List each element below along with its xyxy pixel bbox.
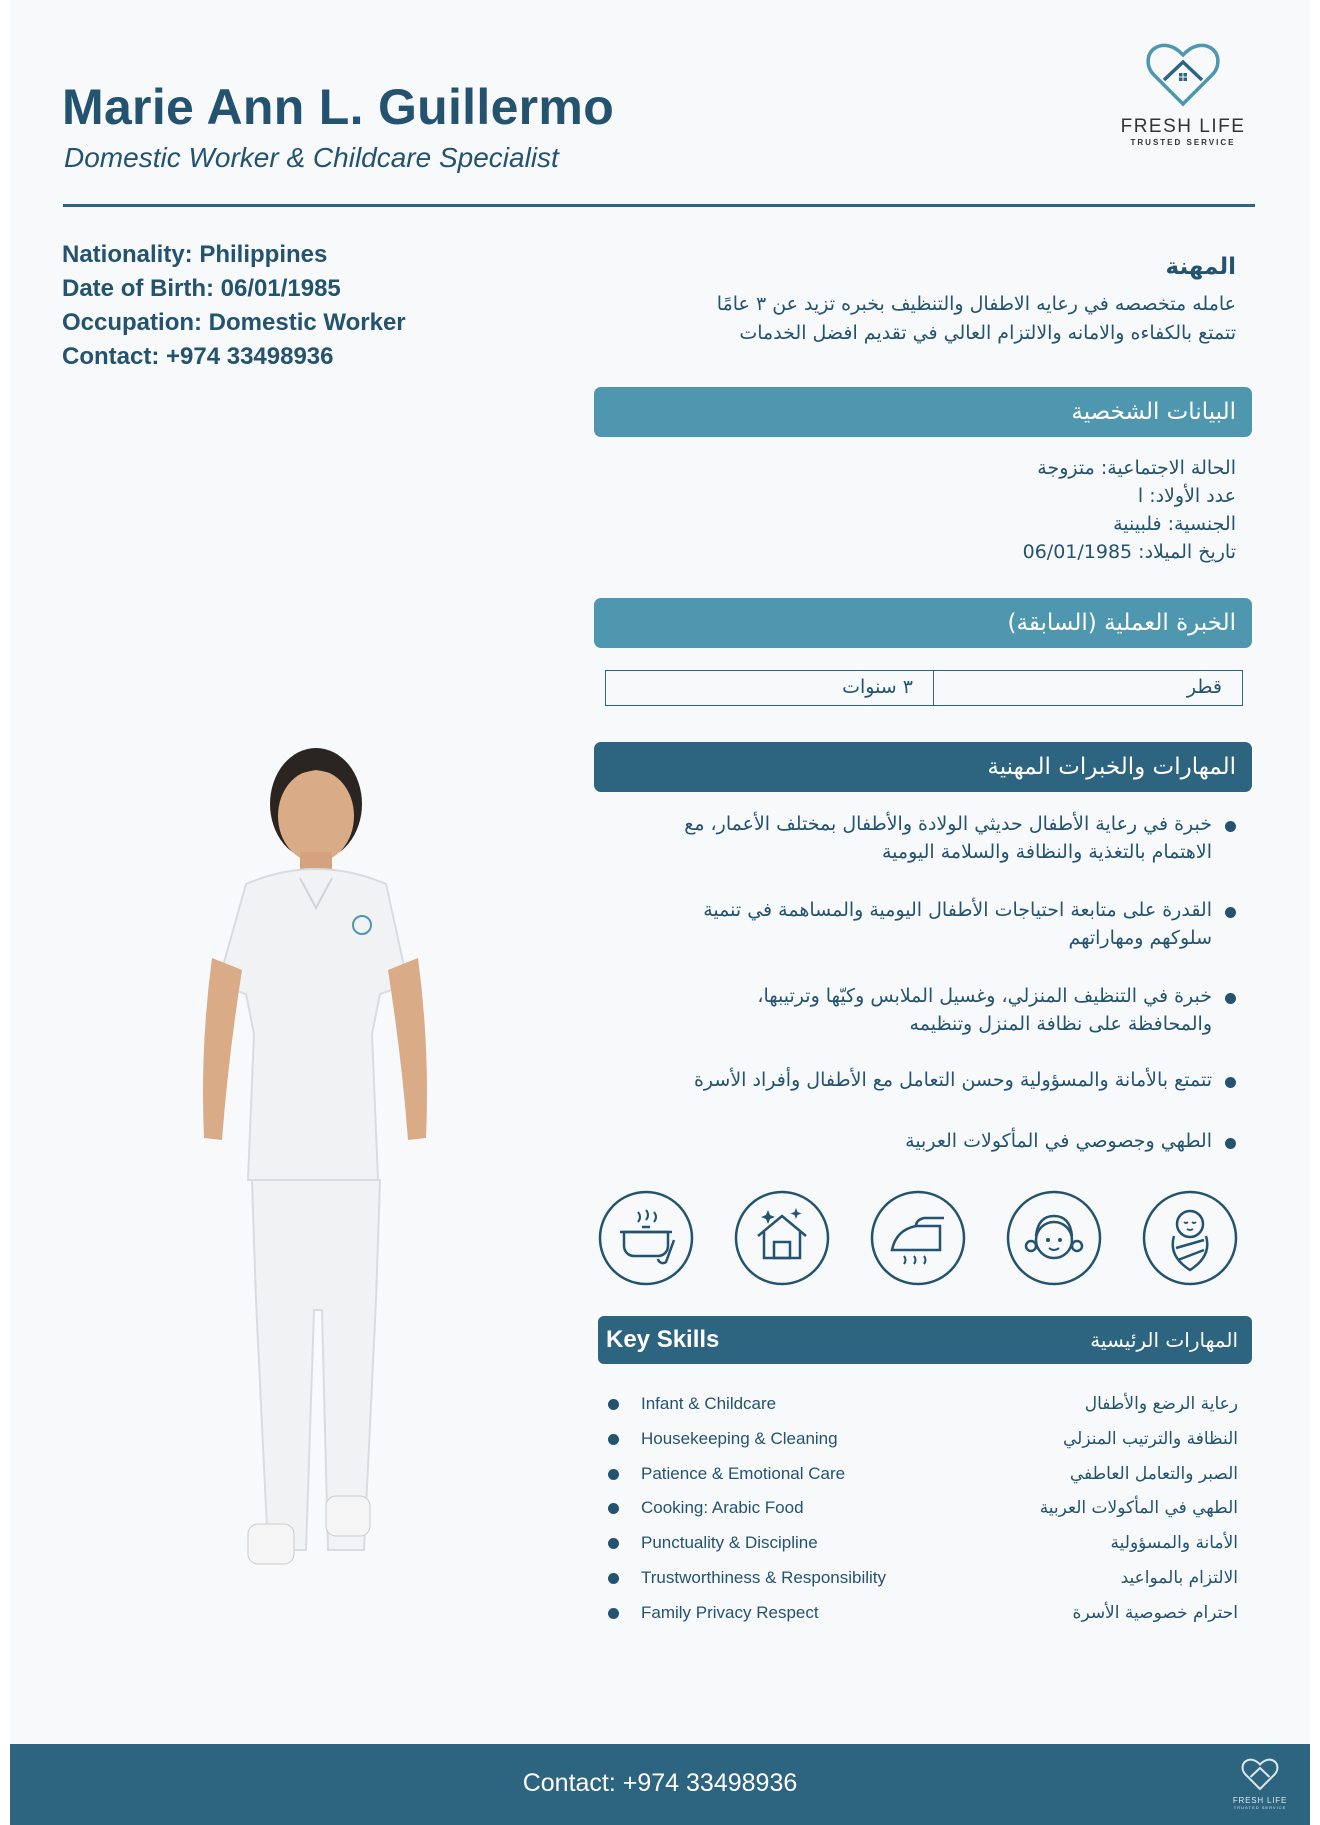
footer-logo-brand: FRESH LIFE xyxy=(1232,1796,1288,1805)
candidate-photo xyxy=(176,712,476,1592)
skill-en: Cooking: Arabic Food xyxy=(641,1498,804,1518)
list-item xyxy=(598,1426,1238,1461)
heart-house-icon xyxy=(1240,1758,1280,1792)
skill-ar: النظافة والترتيب المنزلي xyxy=(1063,1428,1238,1449)
skill-en: Housekeeping & Cleaning xyxy=(641,1428,838,1448)
baby-icon xyxy=(1142,1190,1238,1286)
children-count: عدد الأولاد: ا xyxy=(1137,485,1236,507)
fact-contact: Contact: +974 33498936 xyxy=(62,343,334,370)
iron-icon xyxy=(870,1190,966,1286)
bullet-dot xyxy=(608,1469,619,1480)
key-skills-title-en: Key Skills xyxy=(606,1326,720,1353)
bullet-line: الاهتمام بالتغذية والنظافة والسلامة اليومية xyxy=(881,841,1212,863)
skill-ar: رعاية الرضع والأطفال xyxy=(1084,1394,1238,1414)
clean-house-icon xyxy=(734,1190,830,1286)
bullet-line: سلوكهم ومهاراتهم xyxy=(1068,927,1212,949)
experience-duration: ٣ سنوات xyxy=(842,676,913,698)
skills-section-header: المهارات والخبرات المهنية xyxy=(594,742,1252,792)
key-skills-header xyxy=(598,1316,1252,1364)
candidate-name: Marie Ann L. Guillermo xyxy=(62,79,615,135)
bullet-dot xyxy=(608,1538,619,1549)
bullet-dot xyxy=(608,1503,619,1514)
personal-details xyxy=(1023,454,1236,566)
skill-en: Trustworthiness & Responsibility xyxy=(641,1567,887,1587)
skill-ar: الأمانة والمسؤولية xyxy=(1110,1533,1238,1554)
fact-dob: Date of Birth: 06/01/1985 xyxy=(62,275,341,302)
experience-table xyxy=(605,670,1243,706)
logo-tagline: TRUSTED SERVICE xyxy=(1130,138,1236,147)
skill-ar: الالتزام بالمواعيد xyxy=(1120,1567,1238,1588)
experience-section-header: الخبرة العملية (السابقة) xyxy=(594,598,1252,648)
list-item xyxy=(598,1530,1238,1565)
list-item xyxy=(598,1600,1238,1635)
bullet-dot xyxy=(608,1573,619,1584)
footer-logo-tagline: TRUSTED SERVICE xyxy=(1233,1805,1287,1810)
skill-ar: الطهي في المأكولات العربية xyxy=(1039,1498,1238,1519)
bullet-line: والمحافظة على نظافة المنزل وتنظيمه xyxy=(909,1013,1212,1035)
skill-en: Patience & Emotional Care xyxy=(641,1463,846,1483)
profession-text xyxy=(616,290,1236,348)
list-item xyxy=(905,1127,1236,1155)
dob-ar: تاريخ الميلاد: 06/01/1985 xyxy=(1022,541,1236,563)
fact-nationality: Nationality: Philippines xyxy=(62,241,328,268)
list-item xyxy=(598,1461,1238,1496)
list-item xyxy=(598,1391,1238,1426)
key-skills-list xyxy=(598,1391,1238,1635)
profession-line: عامله متخصصه في رعايه الاطفال والتنظيف بخبره تزيد عن ٣ عامًا xyxy=(716,293,1236,315)
skill-ar: احترام خصوصية الأسرة xyxy=(1072,1602,1238,1623)
bullet-dot xyxy=(608,1608,619,1619)
list-item xyxy=(703,896,1236,952)
candidate-title: Domestic Worker & Childcare Specialist xyxy=(64,142,559,173)
skill-ar: الصبر والتعامل العاطفي xyxy=(1069,1463,1238,1484)
nationality-ar: الجنسية: فلبينية xyxy=(1113,513,1236,535)
logo-brand: FRESH LIFE xyxy=(1120,116,1246,137)
quick-facts xyxy=(62,238,406,374)
bullet-line: خبرة في رعاية الأطفال حديثي الولادة والأطفال بمختلف الأعمار، مع xyxy=(684,813,1212,835)
list-item xyxy=(694,1066,1236,1094)
skill-en: Family Privacy Respect xyxy=(641,1602,819,1622)
cooking-pot-icon xyxy=(598,1190,694,1286)
list-item xyxy=(598,1565,1238,1600)
skill-en: Punctuality & Discipline xyxy=(641,1533,818,1553)
bullet-line: تتمتع بالأمانة والمسؤولية وحسن التعامل مع الأطفال وأفراد الأسرة xyxy=(693,1069,1212,1091)
bullet-line: الطهي وجصوصي في المأكولات العربية xyxy=(905,1130,1212,1152)
marital-status: الحالة الاجتماعية: متزوجة xyxy=(1037,457,1236,479)
personal-section-header: البيانات الشخصية xyxy=(594,387,1252,437)
footer-contact: Contact: +974 33498936 xyxy=(522,1769,798,1797)
company-logo xyxy=(1108,42,1258,147)
key-skills-title-ar: المهارات الرئيسية xyxy=(1090,1328,1238,1352)
bullet-line: خبرة في التنظيف المنزلي، وغسيل الملابس وكيّها وترتيبها، xyxy=(757,985,1212,1007)
list-item xyxy=(757,982,1236,1038)
bullet-line: القدرة على متابعة احتياجات الأطفال اليومية والمساهمة في تنمية xyxy=(703,899,1212,921)
profession-title: المهنة xyxy=(1165,254,1236,280)
profession-line: تتمتع بالكفاءه والامانه والالتزام العالي في تقديم افضل الخدمات xyxy=(739,322,1236,344)
bullet-dot xyxy=(608,1399,619,1410)
list-item xyxy=(598,1495,1238,1530)
list-item xyxy=(684,810,1236,866)
child-girl-icon xyxy=(1006,1190,1102,1286)
fact-occupation: Occupation: Domestic Worker xyxy=(62,309,406,336)
service-icons xyxy=(598,1190,1238,1286)
footer-bar xyxy=(10,1744,1310,1825)
heart-house-icon xyxy=(1144,42,1222,110)
experience-country: قطر xyxy=(933,671,1242,705)
bullet-dot xyxy=(608,1434,619,1445)
skill-en: Infant & Childcare xyxy=(641,1394,777,1413)
footer-logo xyxy=(1228,1758,1292,1810)
header-divider xyxy=(63,204,1255,207)
